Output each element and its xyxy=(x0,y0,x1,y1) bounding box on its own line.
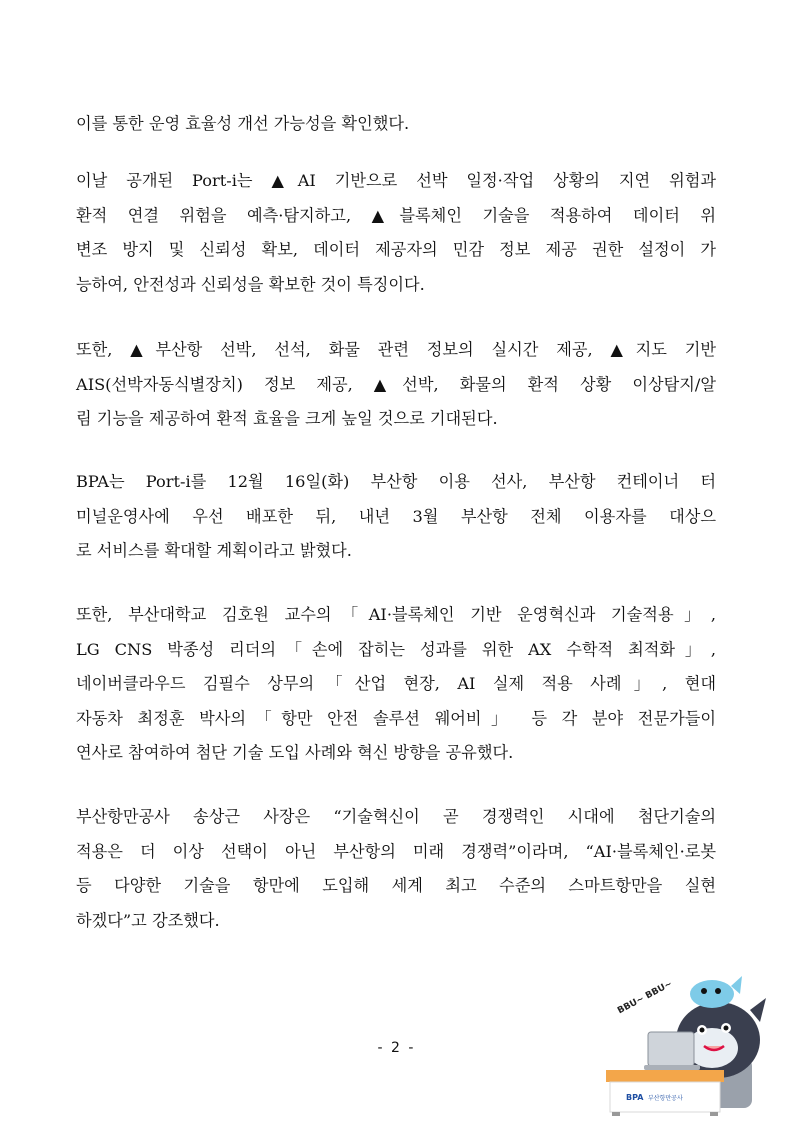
paragraph xyxy=(76,598,716,771)
paragraph-line: 등 다양한 기술을 항만에 도입해 세계 최고 수준의 스마트항만을 실현 xyxy=(76,876,716,895)
paragraph-line: 변조 방지 및 신뢰성 확보, 데이터 제공자의 민감 정보 제공 권한 설정이 가 xyxy=(76,240,716,259)
desk-icon xyxy=(606,1070,724,1116)
page-number: - 2 - xyxy=(377,1040,416,1056)
mascot-illustration xyxy=(600,968,770,1118)
laptop-icon xyxy=(644,1032,700,1070)
paragraph-line: 이를 통한 운영 효율성 개선 가능성을 확인했다. xyxy=(76,114,410,133)
paragraph xyxy=(76,107,716,142)
paragraph-line: 적용은 더 이상 선택이 아닌 부산항의 미래 경쟁력”이라며, “AI·블록체인·로봇 xyxy=(76,841,716,861)
paragraph-line: 네이버클라우드 김필수 상무의「산업 현장, AI 실제 적용 사례」, 현대 xyxy=(76,674,716,693)
paragraph xyxy=(76,333,716,437)
speech-text: BBU~ BBU~ xyxy=(616,979,675,1017)
paragraph-line: 또한, 부산대학교 김호원 교수의「AI·블록체인 기반 운영혁신과 기술적용」, xyxy=(76,605,716,624)
paragraph-line: 또한, ▲부산항 선박, 선석, 화물 관련 정보의 실시간 제공, ▲지도 기반 xyxy=(76,340,716,359)
desk-logo: BPA xyxy=(626,1093,644,1102)
paragraph-line: BPA는 Port-i를 12월 16일(화) 부산항 이용 선사, 부산항 컨테이너 터 xyxy=(76,472,716,491)
paragraph-line: AIS(선박자동식별장치) 정보 제공, ▲선박, 화물의 환적 상황 이상탐지/알 xyxy=(76,374,716,394)
paragraph xyxy=(76,164,716,302)
paragraph-line: 연사로 참여하여 첨단 기술 도입 사례와 혁신 방향을 공유했다. xyxy=(76,743,514,762)
small-mascot-icon xyxy=(690,976,742,1008)
paragraph-line: 하겠다”고 강조했다. xyxy=(76,910,220,930)
paragraph-line: 부산항만공사 송상근 사장은 “기술혁신이 곧 경쟁력인 시대에 첨단기술의 xyxy=(76,807,716,826)
paragraph-line: 림 기능을 제공하여 환적 효율을 크게 높일 것으로 기대된다. xyxy=(76,409,498,428)
paragraph xyxy=(76,800,716,938)
paragraph-line: 미널운영사에 우선 배포한 뒤, 내년 3월 부산항 전체 이용자를 대상으 xyxy=(76,506,716,526)
paragraph-line: LG CNS 박종성 리더의「손에 잡히는 성과를 위한 AX 수학적 최적화」, xyxy=(76,639,716,659)
paragraph xyxy=(76,465,716,569)
paragraph-line: 자동차 최정훈 박사의「항만 안전 솔루션 웨어비」 등 각 분야 전문가들이 xyxy=(76,708,716,728)
paragraph-line: 능하여, 안전성과 신뢰성을 확보한 것이 특징이다. xyxy=(76,274,425,294)
desk-logo-sub: 부산항만공사 xyxy=(648,1095,683,1102)
paragraph-line: 로 서비스를 확대할 계획이라고 밝혔다. xyxy=(76,541,352,560)
paragraph-line: 환적 연결 위험을 예측·탐지하고, ▲블록체인 기술을 적용하여 데이터 위 xyxy=(76,205,716,225)
paragraph-line: 이날 공개된 Port-i는 ▲AI 기반으로 선박 일정·작업 상황의 지연 위험과 xyxy=(76,171,716,190)
